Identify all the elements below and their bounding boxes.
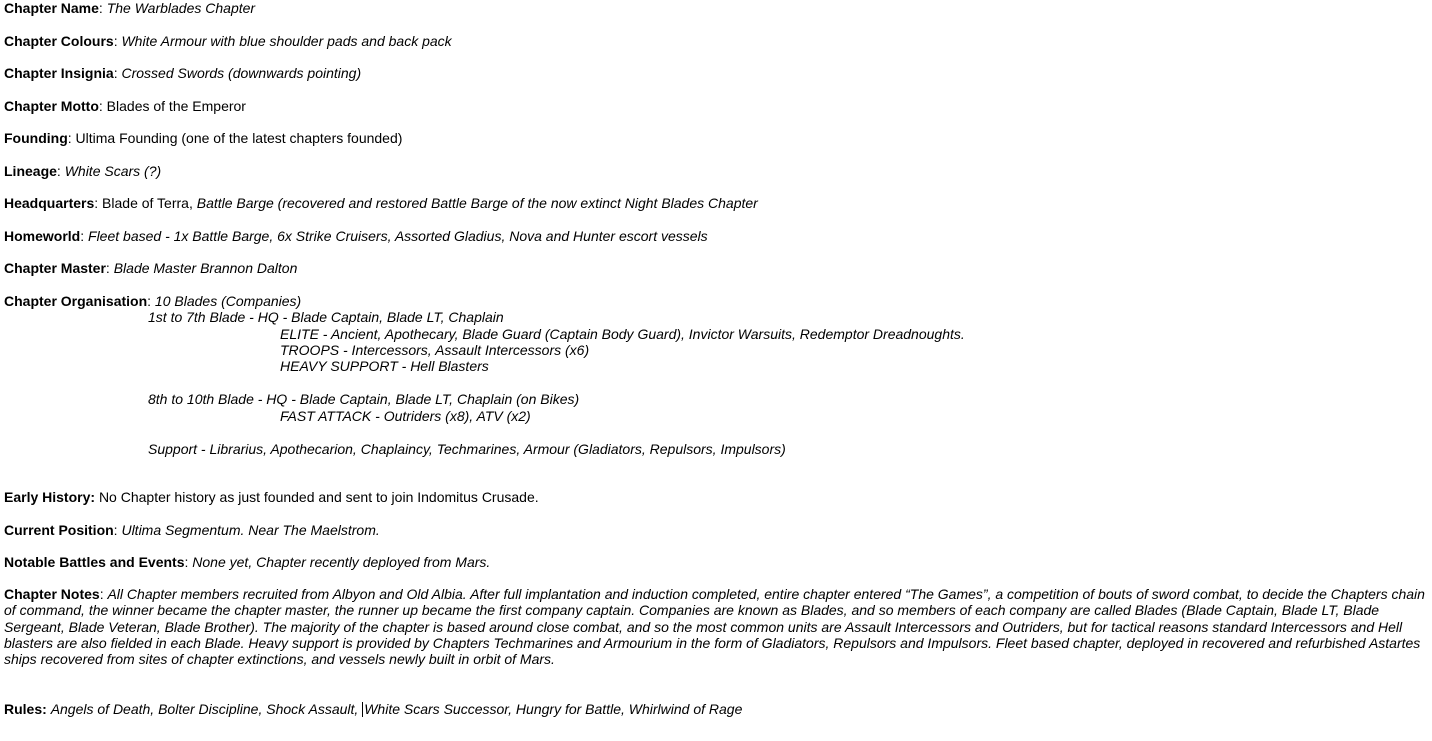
current-position-line: Current Position: Ultima Segmentum. Near The Maelstrom. <box>4 522 380 538</box>
organisation-line: Support - Librarius, Apothecarion, Chaplaincy, Techmarines, Armour (Gladiators, Repulsors, Impulsors) <box>148 441 786 457</box>
organisation-line: FAST ATTACK - Outriders (x8), ATV (x2) <box>280 408 531 424</box>
field-label: Founding <box>4 130 68 146</box>
field-value-plain: Blade of Terra, <box>102 195 197 211</box>
field-label: Homeworld <box>4 228 81 244</box>
field-label: Rules: <box>4 701 47 717</box>
field-label: Current Position <box>4 522 114 538</box>
field-value: White Armour with blue shoulder pads and back pack <box>121 33 452 49</box>
chapter-colours-line: Chapter Colours: White Armour with blue shoulder pads and back pack <box>4 33 452 49</box>
organisation-line: TROOPS - Intercessors, Assault Intercessors (x6) <box>280 342 590 358</box>
organisation-line: 8th to 10th Blade - HQ - Blade Captain, Blade LT, Chaplain (on Bikes) <box>148 391 580 407</box>
founding-line: Founding: Ultima Founding (one of the latest chapters founded) <box>4 130 403 146</box>
headquarters-line: Headquarters: Blade of Terra, Battle Barge (recovered and restored Battle Barge of the now extinct Night Blades Chapter <box>4 195 758 211</box>
chapter-master-line: Chapter Master: Blade Master Brannon Dalton <box>4 260 298 276</box>
field-value: White Scars (?) <box>64 163 162 179</box>
field-value: Blade Master Brannon Dalton <box>113 260 298 276</box>
chapter-motto-line: Chapter Motto: Blades of the Emperor <box>4 98 246 114</box>
chapter-insignia-line: Chapter Insignia: Crossed Swords (downwards pointing) <box>4 65 362 81</box>
field-value-before-cursor: Angels of Death, Bolter Discipline, Shock Assault, <box>50 701 363 717</box>
rules-line <box>4 701 742 718</box>
field-value-italic: Battle Barge (recovered and restored Battle Barge of the now extinct Night Blades Chapter <box>196 195 758 211</box>
field-label: Chapter Name <box>4 0 99 16</box>
field-label: Chapter Motto <box>4 98 99 114</box>
field-value-after-cursor: White Scars Successor, Hungry for Battle, Whirlwind of Rage <box>364 701 743 717</box>
field-value: Fleet based - 1x Battle Barge, 6x Strike Cruisers, Assorted Gladius, Nova and Hunter escort vessels <box>88 228 708 244</box>
notable-battles-line: Notable Battles and Events: None yet, Chapter recently deployed from Mars. <box>4 554 491 570</box>
field-label: Chapter Organisation <box>4 293 148 309</box>
field-value: Crossed Swords (downwards pointing) <box>121 65 362 81</box>
field-label: Chapter Colours <box>4 33 114 49</box>
field-label: Lineage <box>4 163 57 179</box>
organisation-line: ELITE - Ancient, Apothecary, Blade Guard (Captain Body Guard), Invictor Warsuits, Redemptor Dreadnoughts. <box>280 326 965 342</box>
homeworld-line: Homeworld: Fleet based - 1x Battle Barge, 6x Strike Cruisers, Assorted Gladius, Nova and Hunter escort vessels <box>4 228 708 244</box>
field-label: Notable Battles and Events <box>4 554 185 570</box>
field-value: Ultima Founding (one of the latest chapters founded) <box>75 130 403 146</box>
lineage-line: Lineage: White Scars (?) <box>4 163 162 179</box>
field-label: Chapter Insignia <box>4 65 114 81</box>
field-value: Ultima Segmentum. Near The Maelstrom. <box>121 522 380 538</box>
chapter-organisation-line: Chapter Organisation: 10 Blades (Companies) <box>4 293 302 309</box>
field-label: Chapter Notes <box>4 586 100 602</box>
field-value: The Warblades Chapter <box>106 0 256 16</box>
field-label: Chapter Master <box>4 260 106 276</box>
field-value: All Chapter members recruited from Albyon and Old Albia. After full implantation and induction completed, entire chapter entered “The Games”, a competition of bouts of sword combat, to decide the Chapters chain of command, the winner became the chapter master, the runner up became the first company captain. Companies are known as Blades, and so members of each company are called Blades (Blade Captain, Blade LT, Blade Sergeant, Blade Veteran, Blade Brother). The majority of the chapter is based around close combat, and so the most common units are Assault Intercessors and Outriders, but for tactical reasons standard Intercessors and Hell blasters are also fielded in each Blade. Heavy support is provided by Chapters Techmarines and Armourium in the form of Gladiators, Repulsors and Impulsors. Fleet based chapter, deployed in recovered and refurbished Astartes ships recovered from sites of chapter extinctions, and vessels newly built in orbit of Mars. <box>4 586 1425 668</box>
field-value: No Chapter history as just founded and sent to join Indomitus Crusade. <box>98 489 539 505</box>
organisation-line: 1st to 7th Blade - HQ - Blade Captain, Blade LT, Chaplain <box>148 309 504 325</box>
field-label: Headquarters <box>4 195 95 211</box>
organisation-line: HEAVY SUPPORT - Hell Blasters <box>280 358 489 374</box>
chapter-name-line: Chapter Name: The Warblades Chapter <box>4 0 256 16</box>
field-value: Blades of the Emperor <box>106 98 246 114</box>
field-value: None yet, Chapter recently deployed from Mars. <box>192 554 491 570</box>
field-label: Early History: <box>4 489 96 505</box>
field-value: 10 Blades (Companies) <box>154 293 302 309</box>
early-history-line <box>4 489 539 506</box>
chapter-notes-paragraph: Chapter Notes: All Chapter members recruited from Albyon and Old Albia. After full implantation and induction completed, entire chapter entered “The Games”, a competition of bouts of sword combat, to decide the Chapters chain of command, the winner became the chapter master, the runner up became the first company captain. Companies are known as Blades, and so members of each company are called Blades (Blade Captain, Blade LT, Blade Sergeant, Blade Veteran, Blade Brother). The majority of the chapter is based around close combat, and so the most common units are Assault Intercessors and Outriders, but for tactical reasons standard Intercessors and Hell blasters are also fielded in each Blade. Heavy support is provided by Chapters Techmarines and Armourium in the form of Gladiators, Repulsors and Impulsors. Fleet based chapter, deployed in recovered and refurbished Astartes ships recovered from sites of chapter extinctions, and vessels newly built in orbit of Mars. <box>4 586 1425 668</box>
